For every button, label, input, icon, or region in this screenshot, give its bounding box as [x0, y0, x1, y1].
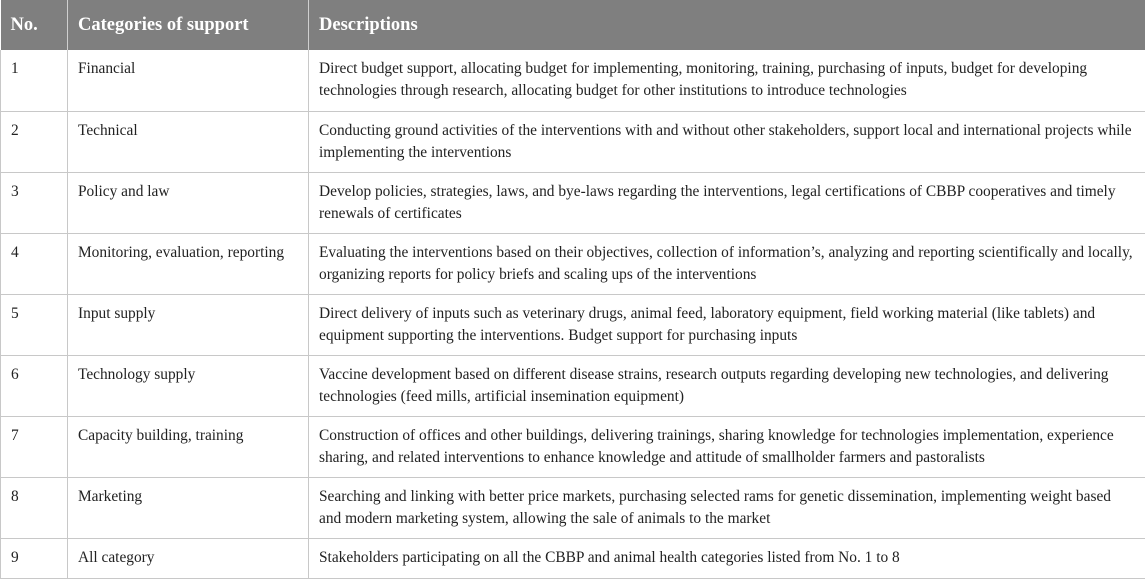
- table-row: [1, 111, 1145, 172]
- row-description: Construction of offices and other buildings, delivering trainings, sharing knowledge for technologies implementation, experience sharing, and related interventions to enhance knowledge and attitude of smallholder farmers and pastoralists: [309, 416, 1145, 477]
- header-description: Descriptions: [309, 0, 1145, 50]
- table-body: [1, 50, 1145, 578]
- row-description: Develop policies, strategies, laws, and bye-laws regarding the interventions, legal certifications of CBBP cooperatives and timely renewals of certificates: [309, 172, 1145, 233]
- row-description: Direct budget support, allocating budget for implementing, monitoring, training, purchasing of inputs, budget for developing technologies through research, allocating budget for other institutions to introduce technologies: [309, 50, 1145, 111]
- table-row: [1, 538, 1145, 578]
- row-description: Vaccine development based on different disease strains, research outputs regarding developing new technologies, and delivering technologies (feed mills, artificial insemination equipment): [309, 355, 1145, 416]
- row-category: Marketing: [68, 477, 309, 538]
- row-number: 3: [1, 172, 68, 233]
- row-category: Input supply: [68, 294, 309, 355]
- row-category: Monitoring, evaluation, reporting: [68, 233, 309, 294]
- table-row: [1, 233, 1145, 294]
- row-number: 2: [1, 111, 68, 172]
- table-row: [1, 355, 1145, 416]
- table-header: [1, 0, 1145, 50]
- row-number: 6: [1, 355, 68, 416]
- header-no: No.: [1, 0, 68, 50]
- header-category: Categories of support: [68, 0, 309, 50]
- row-description: Conducting ground activities of the interventions with and without other stakeholders, support local and international projects while implementing the interventions: [309, 111, 1145, 172]
- row-number: 5: [1, 294, 68, 355]
- header-row: [1, 0, 1145, 50]
- row-number: 7: [1, 416, 68, 477]
- table-row: [1, 416, 1145, 477]
- row-category: Capacity building, training: [68, 416, 309, 477]
- row-category: Financial: [68, 50, 309, 111]
- row-number: 4: [1, 233, 68, 294]
- row-category: All category: [68, 538, 309, 578]
- row-number: 8: [1, 477, 68, 538]
- row-category: Policy and law: [68, 172, 309, 233]
- row-description: Direct delivery of inputs such as veterinary drugs, animal feed, laboratory equipment, field working material (like tablets) and equipment supporting the interventions. Budget support for purchasing inputs: [309, 294, 1145, 355]
- row-number: 9: [1, 538, 68, 578]
- row-number: 1: [1, 50, 68, 111]
- row-description: Stakeholders participating on all the CBBP and animal health categories listed from No. 1 to 8: [309, 538, 1145, 578]
- row-category: Technology supply: [68, 355, 309, 416]
- table-row: [1, 50, 1145, 111]
- table-row: [1, 477, 1145, 538]
- table-row: [1, 294, 1145, 355]
- row-description: Searching and linking with better price markets, purchasing selected rams for genetic dissemination, implementing weight based and modern marketing system, allowing the sale of animals to the market: [309, 477, 1145, 538]
- row-description: Evaluating the interventions based on their objectives, collection of information’s, analyzing and reporting scientifically and locally, organizing reports for policy briefs and scaling ups of the interventions: [309, 233, 1145, 294]
- table-row: [1, 172, 1145, 233]
- row-category: Technical: [68, 111, 309, 172]
